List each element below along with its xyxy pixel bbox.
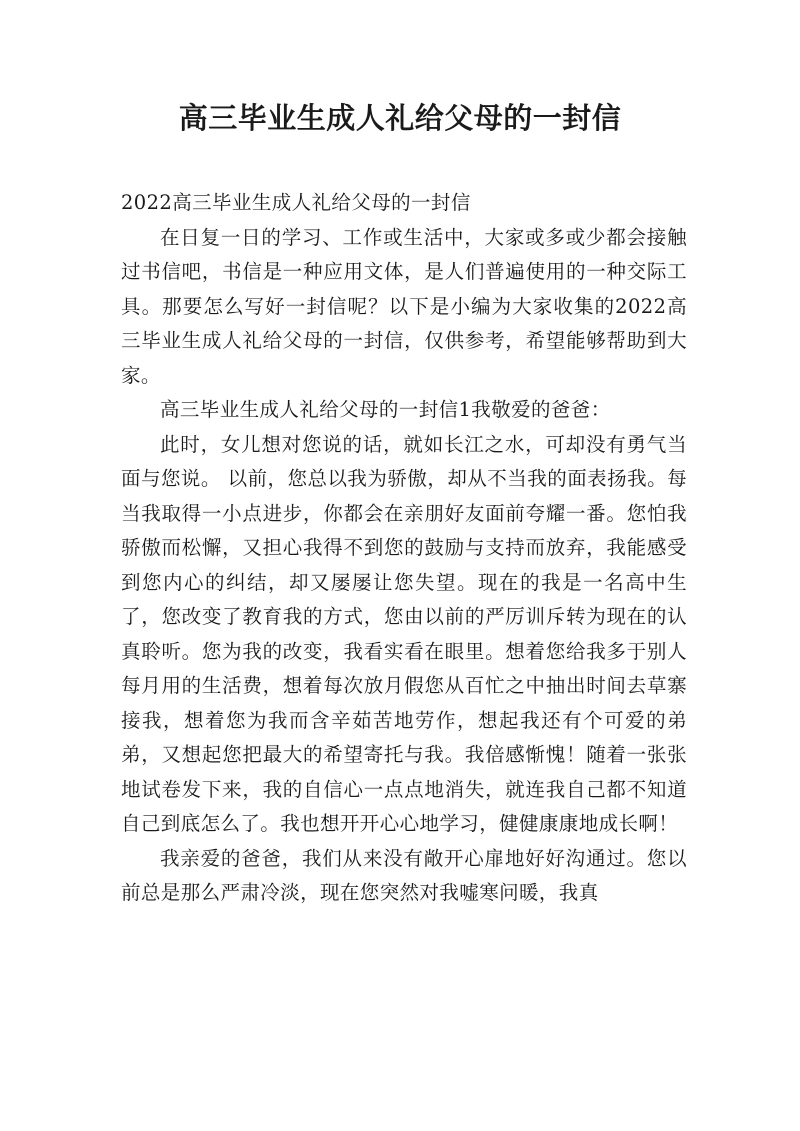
letter-paragraph: 此时，女儿想对您说的话，就如长江之水，可却没有勇气当面与您说。 以前，您总以我为骄傲，却从不当我的面表扬我。每当我取得一小点进步，你都会在亲朋好友面前夸耀一番。您怕我骄傲而松懈，又担心我得不到您的鼓励与支持而放弃，我能感受到您内心的纠结，却又屡屡让您失望。现在的我是一名高中生了，您改变了教育我的方式，您由以前的严厉训斥转为现在的认真聆听。您为我的改变，我看实看在眼里。想着您给我多于别人每月用的生活费，想着每次放月假您从百忙之中抽出时间去草寨接我，想着您为我而含辛茹苦地劳作，想起我还有个可爱的弟弟，又想起您把最大的希望寄托与我。我倍感惭愧！随着一张张地试卷发下来，我的自信心一点点地消失，就连我自己都不知道自己到底怎么了。我也想开开心心地学习，健健康康地成长啊！ [121, 432, 687, 835]
letter-heading: 高三毕业生成人礼给父母的一封信1我敬爱的爸爸： [160, 398, 611, 421]
document-subtitle: 2022高三毕业生成人礼给父母的一封信 [121, 191, 471, 214]
document-body [121, 186, 687, 911]
letter-paragraph: 我亲爱的爸爸，我们从来没有敞开心扉地好好沟通过。您以前总是那么严肃冷淡，现在您突然对我嘘寒问暖，我真 [121, 846, 687, 904]
document-title: 高三毕业生成人礼给父母的一封信 [178, 101, 622, 135]
intro-paragraph: 在日复一日的学习、工作或生活中，大家或多或少都会接触过书信吧，书信是一种应用文体，是人们普遍使用的一种交际工具。那要怎么写好一封信呢？以下是小编为大家收集的2022高三毕业生成人礼给父母的一封信，仅供参考，希望能够帮助到大家。 [121, 225, 687, 387]
